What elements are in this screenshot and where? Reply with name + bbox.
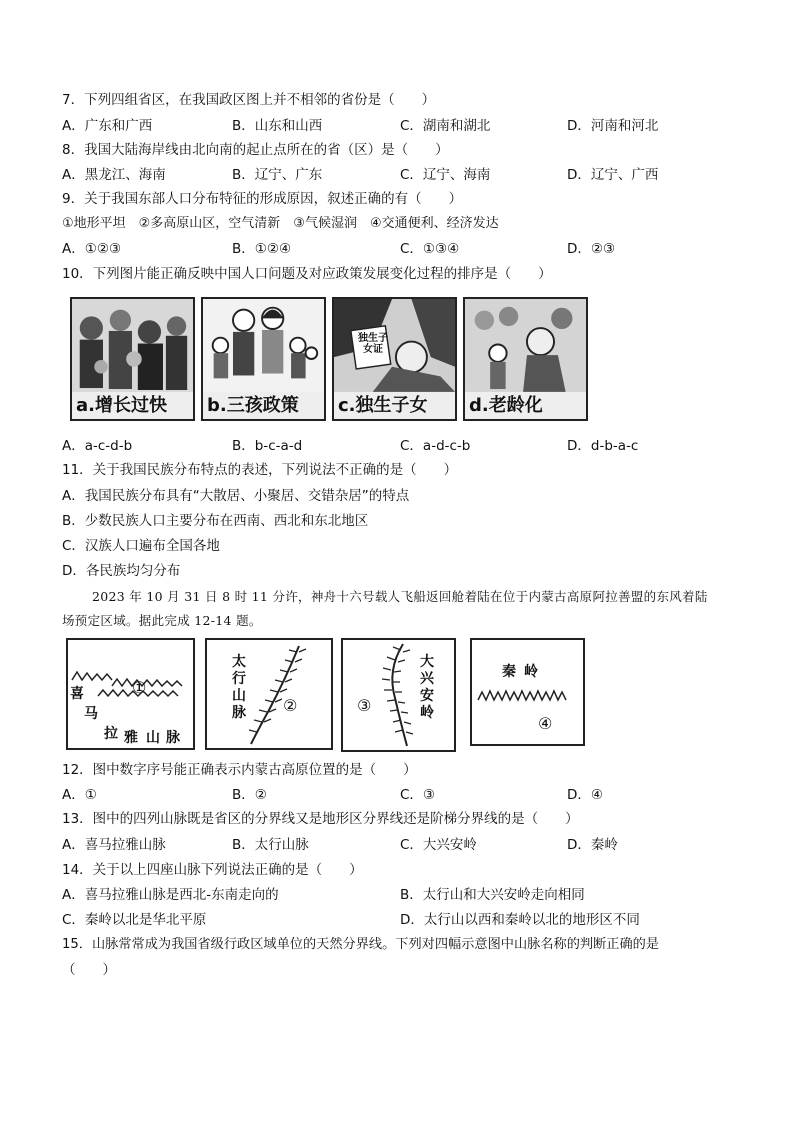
q14-option-a: A．喜马拉雅山脉是西北-东南走向的 — [62, 887, 279, 903]
map-4-char-1: 秦 — [502, 664, 516, 680]
q11-option-a: A．我国民族分布具有“大散居、小聚居、交错杂居”的特点 — [62, 488, 410, 504]
q12-option-d: D．④ — [567, 787, 603, 803]
map-4-qinling — [470, 638, 585, 746]
certificate-label: 独生子女证 — [358, 333, 388, 355]
q10-option-b: B．b-c-a-d — [232, 438, 303, 454]
map-3-char-3: 安 — [420, 688, 434, 704]
q7-option-b: B．山东和山西 — [232, 118, 323, 134]
q9-option-a: A．①②③ — [62, 241, 122, 257]
q10-option-d: D．d-b-a-c — [567, 438, 639, 454]
map-2-char-4: 脉 — [232, 705, 246, 721]
q14-option-b: B．太行山和大兴安岭走向相同 — [400, 887, 585, 903]
q7-stem: 7．下列四组省区，在我国政区图上并不相邻的省份是（ ） — [62, 92, 436, 108]
picture-d-aging — [463, 297, 588, 421]
q8-option-d: D．辽宁、广西 — [567, 167, 659, 183]
picture-a-caption: a.增长过快 — [76, 395, 167, 416]
q8-option-a: A．黑龙江、海南 — [62, 167, 166, 183]
q10-option-c: C．a-d-c-b — [400, 438, 471, 454]
q11-option-c: C．汉族人口遍布全国各地 — [62, 538, 220, 554]
passage-line-2: 场预定区域。据此完成 12-14 题。 — [62, 613, 262, 628]
q11-option-b: B．少数民族人口主要分布在西南、西北和东北地区 — [62, 513, 369, 529]
map-1-char-4: 雅 — [124, 730, 138, 746]
map-2-char-1: 太 — [232, 654, 246, 670]
map-3-char-2: 兴 — [420, 671, 434, 687]
q13-option-d: D．秦岭 — [567, 837, 618, 853]
map-3-char-1: 大 — [420, 654, 434, 670]
map-3-number: ③ — [357, 696, 372, 715]
map-4-char-2: 岭 — [524, 664, 538, 680]
q13-option-a: A．喜马拉雅山脉 — [62, 837, 166, 853]
picture-c-one-child — [332, 297, 457, 421]
picture-a-rapid-growth — [70, 297, 195, 421]
q14-stem: 14．关于以上四座山脉下列说法正确的是（ ） — [62, 862, 363, 878]
q12-option-a: A．① — [62, 787, 97, 803]
q11-stem: 11．关于我国民族分布特点的表述，下列说法不正确的是（ ） — [62, 462, 458, 478]
q8-option-c: C．辽宁、海南 — [400, 167, 491, 183]
q10-stem: 10．下列图片能正确反映中国人口问题及对应政策发展变化过程的排序是（ ） — [62, 266, 552, 282]
daxinganling-mountain-symbol — [343, 640, 454, 750]
map-1-himalaya — [66, 638, 195, 750]
map-1-char-6: 脉 — [166, 730, 180, 746]
map-1-char-5: 山 — [146, 730, 160, 746]
q13-option-b: B．太行山脉 — [232, 837, 309, 853]
q9-option-d: D．②③ — [567, 241, 616, 257]
q13-option-c: C．大兴安岭 — [400, 837, 477, 853]
passage-line-1: 2023 年 10 月 31 日 8 时 11 分许，神舟十六号载人飞船返回舱着陆在位于内蒙古高原阿拉善盟的东风着陆 — [92, 589, 708, 604]
q15-stem: 15．山脉常常成为我国省级行政区域单位的天然分界线。下列对四幅示意图中山脉名称的判断正确的是 — [62, 937, 660, 952]
crowd-illustration — [72, 299, 193, 392]
map-3-daxinganling — [341, 638, 456, 752]
qinling-mountain-symbol — [472, 640, 583, 744]
map-3-char-4: 岭 — [420, 705, 434, 721]
q8-option-b: B．辽宁、广东 — [232, 167, 323, 183]
map-4-number: ④ — [538, 714, 553, 733]
picture-d-caption: d.老龄化 — [469, 395, 543, 416]
q9-option-b: B．①②④ — [232, 241, 292, 257]
q14-option-c: C．秦岭以北是华北平原 — [62, 912, 207, 928]
q12-option-c: C．③ — [400, 787, 436, 803]
map-1-char-3: 拉 — [104, 726, 118, 742]
q9-statements: ①地形平坦 ②多高原山区，空气清新 ③气候湿润 ④交通便利、经济发达 — [62, 216, 499, 231]
picture-c-caption: c.独生子女 — [338, 395, 428, 416]
certificate-illustration — [334, 299, 455, 392]
q11-option-d: D．各民族均匀分布 — [62, 563, 181, 579]
taihang-mountain-symbol — [207, 640, 331, 748]
family-illustration — [203, 299, 324, 392]
q7-option-a: A．广东和广西 — [62, 118, 153, 134]
q12-stem: 12．图中数字序号能正确表示内蒙古高原位置的是（ ） — [62, 762, 417, 778]
map-1-number: ① — [132, 678, 147, 697]
q7-option-d: D．河南和河北 — [567, 118, 659, 134]
map-1-char-2: 马 — [84, 706, 98, 722]
map-2-char-3: 山 — [232, 688, 246, 704]
population-policy-pictures — [70, 297, 590, 421]
q7-option-c: C．湖南和湖北 — [400, 118, 491, 134]
map-2-char-2: 行 — [232, 671, 246, 687]
q8-stem: 8．我国大陆海岸线由北向南的起止点所在的省（区）是（ ） — [62, 142, 449, 158]
q9-stem: 9．关于我国东部人口分布特征的形成原因，叙述正确的有（ ） — [62, 191, 463, 207]
q10-option-a: A．a-c-d-b — [62, 438, 133, 454]
q15-answer-blank: （ ） — [62, 962, 116, 978]
map-1-char-1: 喜 — [70, 686, 84, 702]
q14-option-d: D．太行山以西和秦岭以北的地形区不同 — [400, 912, 640, 928]
q13-stem: 13．图中的四列山脉既是省区的分界线又是地形区分界线还是阶梯分界线的是（ ） — [62, 811, 579, 827]
picture-b-caption: b.三孩政策 — [207, 395, 299, 416]
q9-option-c: C．①③④ — [400, 241, 460, 257]
q12-option-b: B．② — [232, 787, 267, 803]
elderly-illustration — [465, 299, 586, 392]
picture-b-three-child-policy — [201, 297, 326, 421]
map-2-taihang — [205, 638, 333, 750]
map-2-number: ② — [283, 696, 298, 715]
